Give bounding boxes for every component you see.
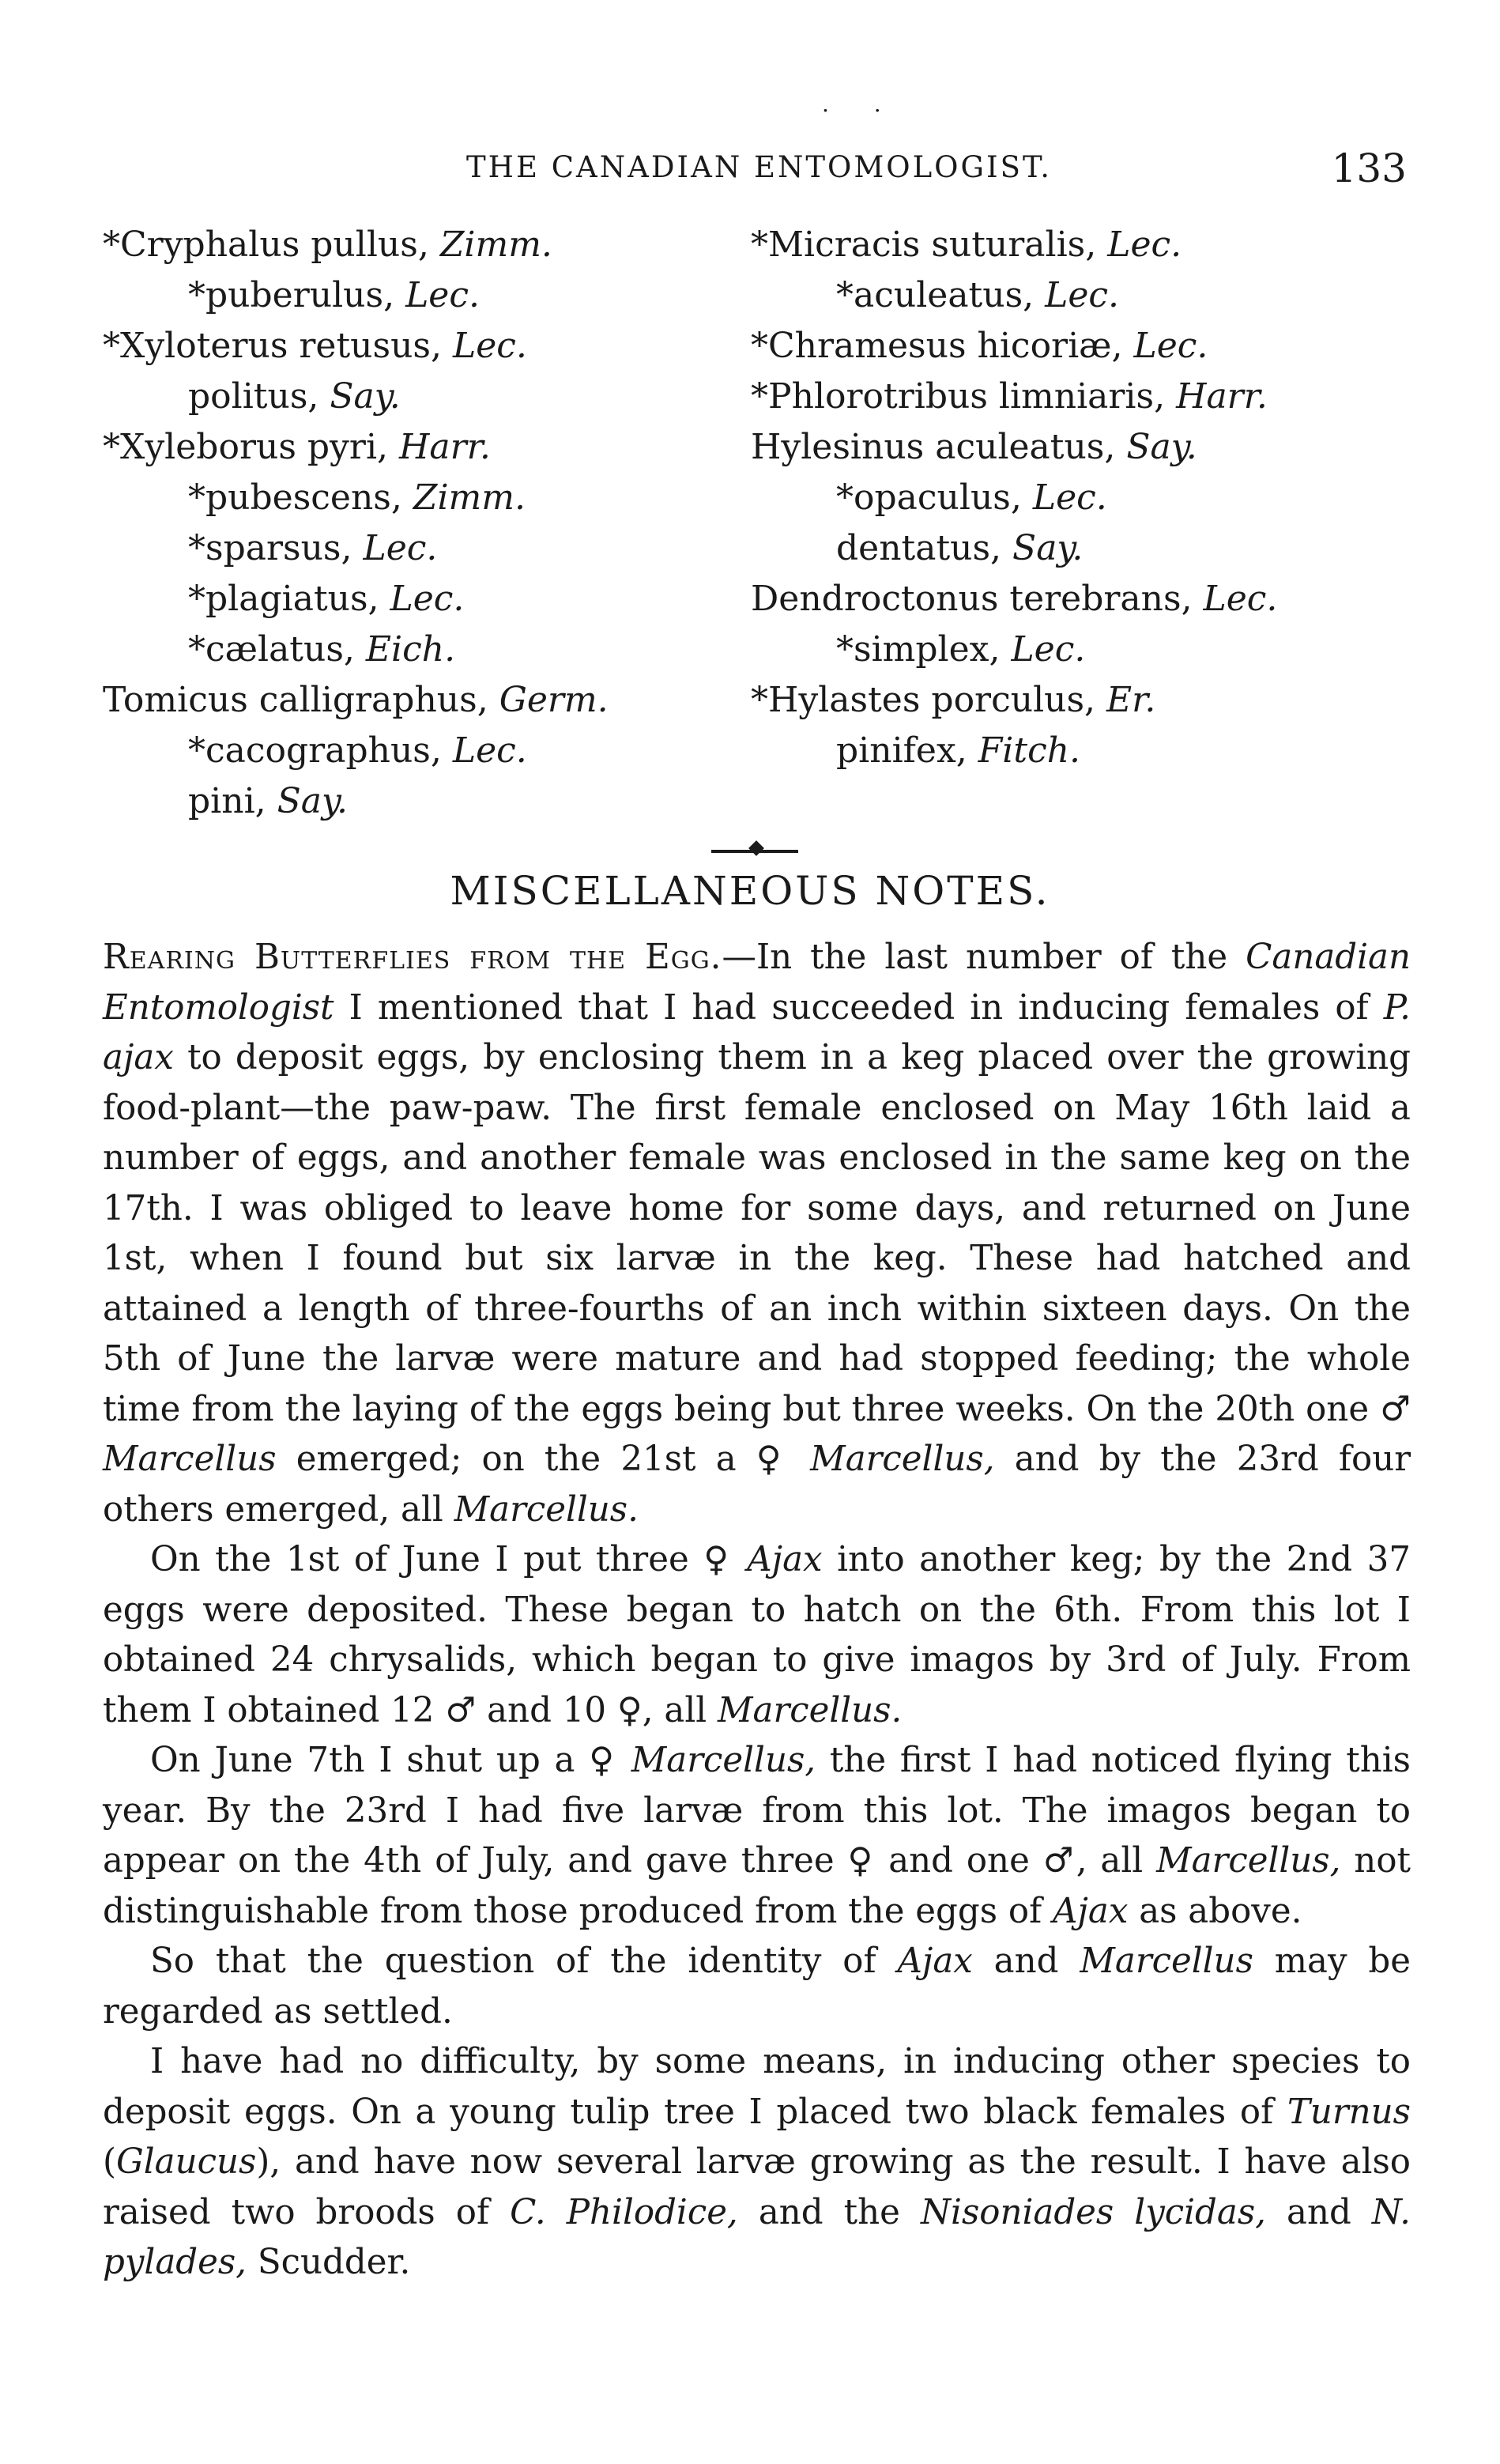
species-entry — [103, 776, 735, 827]
page-specks: . . — [822, 91, 900, 117]
species-name: *Micracis suturalis, — [751, 225, 1097, 265]
species-entry — [751, 523, 1407, 574]
italic-run: Marcellus — [103, 1440, 277, 1479]
species-name: Tomicus calligraphus, — [103, 680, 488, 720]
italic-run: Glaucus — [115, 2142, 257, 2182]
page-number: 133 — [1331, 145, 1407, 191]
species-entry — [103, 523, 735, 574]
paragraph — [103, 933, 1411, 1535]
species-author: Lec. — [1133, 326, 1208, 366]
species-name: politus, — [188, 376, 319, 417]
species-entry — [103, 321, 735, 372]
running-title: THE CANADIAN ENTOMOLOGIST. — [466, 150, 1053, 184]
species-entry — [103, 624, 735, 675]
species-list-right — [751, 220, 1407, 776]
species-author: Lec. — [1032, 477, 1107, 518]
species-entry — [751, 422, 1407, 473]
italic-run: Nisoniades lycidas, — [920, 2192, 1266, 2232]
text-run: ( — [103, 2142, 116, 2182]
text-run: ), and have now several larvæ growing as the result. I have also raised two broods of — [103, 2142, 1411, 2232]
species-author: Lec. — [1011, 629, 1086, 670]
text-run: the first I had noticed flying this year. By the 23rd I had five larvæ from this lot. The imagos began to appear on the 4th of July, and gave three ♀ and one ♂, all — [103, 1741, 1411, 1881]
text-run: and — [972, 1941, 1080, 1981]
italic-run: Marcellus — [1080, 1941, 1253, 1981]
paragraph — [103, 2037, 1411, 2289]
species-author: Harr. — [399, 427, 491, 467]
page-header — [466, 145, 1407, 193]
species-author: Say. — [1012, 528, 1084, 568]
italic-run: Canadian Entomologist — [103, 938, 1411, 1028]
text-run: may be regarded as settled. — [103, 1941, 1411, 2032]
species-author: Er. — [1106, 680, 1156, 720]
italic-run: P. ajax — [103, 987, 1411, 1077]
text-run: and — [1265, 2192, 1372, 2232]
species-name: *plagiatus, — [188, 579, 379, 619]
species-entry — [751, 574, 1407, 624]
species-name: *aculeatus, — [836, 275, 1035, 315]
species-name: *Xyleborus pyri, — [103, 427, 389, 467]
species-author: Lec. — [452, 326, 527, 366]
text-run: not distinguishable from those produced from the eggs of — [103, 1841, 1411, 1931]
species-author: Eich. — [365, 629, 456, 670]
species-name: *simplex, — [836, 629, 1001, 670]
article-body — [103, 933, 1411, 2289]
species-name: pinifex, — [836, 730, 967, 771]
species-entry — [103, 422, 735, 473]
species-author: Lec. — [1203, 579, 1278, 619]
species-author: Lec. — [363, 528, 438, 568]
species-name: Dendroctonus terebrans, — [751, 579, 1193, 619]
text-run: So that the question of the identity of — [150, 1941, 898, 1981]
species-author: Say. — [277, 781, 349, 821]
italic-run: Marcellus. — [454, 1489, 639, 1530]
italic-run: Marcellus, — [1156, 1841, 1341, 1881]
species-name: *Phlorotribus limniaris, — [751, 376, 1166, 417]
species-name: *pubescens, — [188, 477, 402, 518]
text-run: On June 7th I shut up a ♀ — [150, 1741, 631, 1780]
species-name: *Xyloterus retusus, — [103, 326, 442, 366]
species-entry — [751, 473, 1407, 523]
species-name: *Chramesus hicoriæ, — [751, 326, 1123, 366]
italic-run: N. pylades, — [103, 2192, 1411, 2282]
italic-run: Marcellus, — [631, 1741, 816, 1780]
text-run: On the 1st of June I put three ♀ — [150, 1540, 748, 1579]
species-name: dentatus, — [836, 528, 1002, 568]
species-entry — [751, 372, 1407, 422]
species-author: Lec. — [405, 275, 480, 315]
species-entry — [751, 321, 1407, 372]
species-author: Lec. — [1045, 275, 1120, 315]
species-entry — [103, 675, 735, 726]
species-author: Lec. — [390, 579, 465, 619]
italic-run: Marcellus, — [810, 1440, 995, 1479]
text-run: and the — [737, 2192, 921, 2232]
species-author: Fitch. — [978, 730, 1081, 771]
species-author: Harr. — [1176, 376, 1268, 417]
species-name: *Hylastes porculus, — [751, 680, 1096, 720]
species-entry — [103, 372, 735, 422]
section-divider-ornament — [748, 840, 764, 856]
species-name: *cælatus, — [188, 629, 355, 670]
text-run: emerged; on the 21st a ♀ — [276, 1440, 811, 1479]
species-entry — [751, 675, 1407, 726]
species-author: Germ. — [499, 680, 609, 720]
paragraph — [103, 1937, 1411, 2037]
species-entry — [751, 726, 1407, 776]
italic-run: Ajax — [897, 1941, 973, 1981]
species-name: Hylesinus aculeatus, — [751, 427, 1116, 467]
paragraph — [103, 1736, 1411, 1937]
italic-run: Ajax — [1053, 1891, 1129, 1931]
species-name: *Cryphalus pullus, — [103, 225, 429, 265]
species-entry — [103, 270, 735, 321]
text-run: and by the 23rd four others emerged, all — [103, 1440, 1411, 1530]
species-entry — [751, 270, 1407, 321]
species-author: Lec. — [1107, 225, 1182, 265]
species-author: Zimm. — [413, 477, 526, 518]
species-entry — [103, 726, 735, 776]
text-run: I have had no difficulty, by some means, in inducing other species to deposit eggs. On a young tulip tree I placed two black females of — [103, 2042, 1411, 2132]
species-entry — [103, 473, 735, 523]
text-run: to deposit eggs, by enclosing them in a keg placed over the growing food-plant—the paw-paw. The first female enclosed on May 16th laid a number of eggs, and another female was enclosed in the same keg on the 17th. I was obliged to leave home for some days, and returned on June 1st, when I found but six larvæ in the keg. These had hatched and attained a length of three-fourths of an inch within sixteen days. On the 5th of June the larvæ were mature and had stopped feeding; the whole time from the laying of the eggs being but three weeks. On the 20th one ♂ — [103, 1038, 1411, 1429]
species-author: Say. — [1126, 427, 1197, 467]
species-author: Lec. — [452, 730, 527, 771]
note-heading: Rearing Butterflies from the Egg. — [103, 938, 722, 977]
text-run: Scudder. — [247, 2243, 411, 2282]
species-name: *sparsus, — [188, 528, 352, 568]
paragraph — [103, 1535, 1411, 1736]
italic-run: Marcellus. — [717, 1690, 903, 1730]
section-title: MISCELLANEOUS NOTES. — [450, 868, 1050, 914]
text-run: —In the last number of the — [722, 938, 1246, 977]
species-entry — [751, 624, 1407, 675]
text-run: into another keg; by the 2nd 37 eggs were deposited. These began to hatch on the 6th. From this lot I obtained 24 chrysalids, which began to give imagos by 3rd of July. From them I obtained 12 ♂ and 10 ♀, all — [103, 1540, 1411, 1730]
species-entry — [751, 220, 1407, 270]
italic-run: Ajax — [747, 1540, 823, 1579]
species-name: pini, — [188, 781, 266, 821]
text-run: I mentioned that I had succeeded in inducing females of — [334, 987, 1384, 1028]
species-name: *puberulus, — [188, 275, 395, 315]
italic-run: C. Philodice, — [510, 2192, 738, 2232]
species-entry — [103, 220, 735, 270]
species-entry — [103, 574, 735, 624]
italic-run: Turnus — [1287, 2092, 1411, 2132]
species-name: *cacographus, — [188, 730, 442, 771]
species-author: Say. — [330, 376, 401, 417]
species-author: Zimm. — [439, 225, 552, 265]
text-run: as above. — [1128, 1891, 1302, 1931]
species-list-left — [103, 220, 735, 827]
species-name: *opaculus, — [836, 477, 1022, 518]
